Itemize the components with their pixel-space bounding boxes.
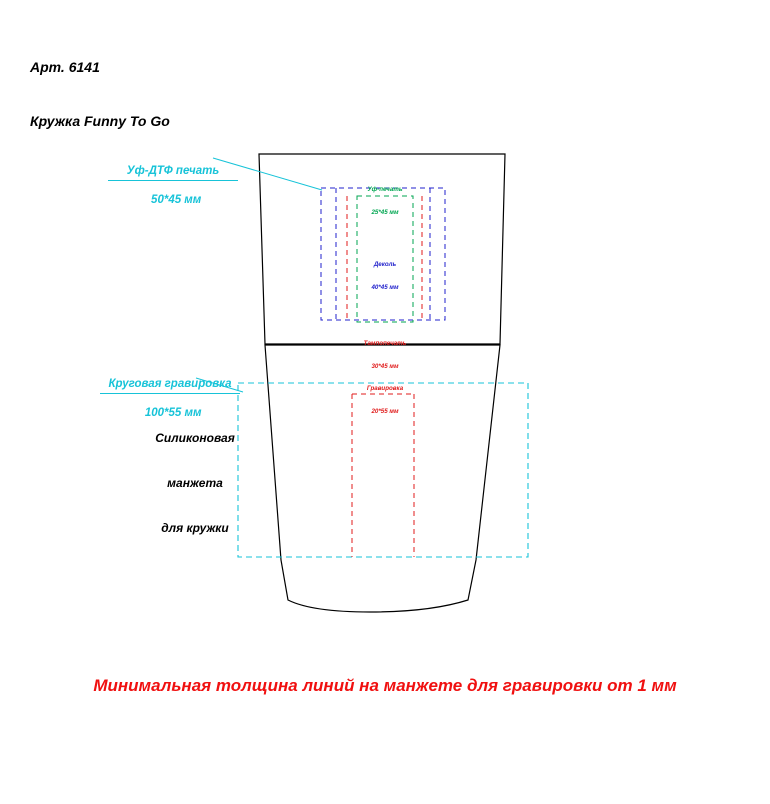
footnote-text: Минимальная толщина линий на манжете для гравировки от 1 мм: [93, 676, 677, 695]
callout-round-engraving-line2: 100*55 мм: [144, 406, 202, 419]
label-silicone-sleeve-line1: Силиконовая: [155, 431, 235, 445]
zone-label-engraving: [343, 369, 427, 423]
article-number: Арт. 6141: [30, 59, 100, 75]
zone-label-uv-print: [345, 170, 425, 224]
product-name: Кружка Funny To Go: [30, 113, 170, 129]
zone-label-uv-print-line2: 25*45 мм: [371, 208, 399, 216]
callout-round-engraving-line1: Круговая гравировка: [100, 378, 240, 393]
label-silicone-sleeve-line2: манжета: [167, 476, 223, 490]
callout-uv-dtf: [108, 139, 238, 207]
page-title: [30, 22, 170, 148]
zone-label-pad-print-line2: 30*45 мм: [371, 362, 399, 370]
zone-label-uv-print-line1: Уф-печать: [367, 185, 403, 193]
zone-label-decal-line2: 40*45 мм: [371, 283, 399, 291]
zone-label-engraving-line2: 20*55 мм: [371, 407, 399, 415]
zone-label-decal: [345, 245, 425, 299]
label-silicone-sleeve-line3: для кружки: [161, 521, 229, 535]
zone-label-decal-line1: Деколь: [373, 260, 397, 268]
zone-label-pad-print-line1: Тампопечать: [363, 339, 407, 347]
callout-uv-dtf-line1: Уф-ДТФ печать: [108, 165, 238, 180]
label-silicone-sleeve: [142, 401, 248, 551]
callout-uv-dtf-line2: 50*45 мм: [151, 193, 202, 206]
zone-label-engraving-line1: Гравировка: [366, 384, 404, 392]
